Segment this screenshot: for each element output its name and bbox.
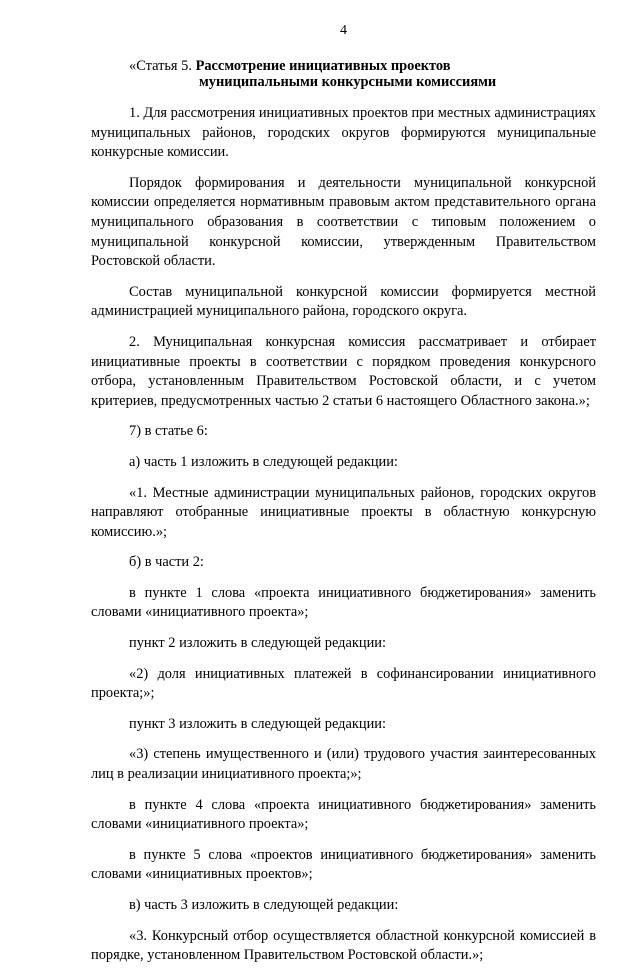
paragraph-3: Состав муниципальной конкурсной комиссии формируется местной администрацией муниципального района, городского округа. — [91, 283, 596, 320]
paragraph-2: Порядок формирования и деятельности муниципальной конкурсной комиссии определяется нормативным правовым актом представительного органа муниципального образования в соответствии с типовым положением о муниципальной конкурсной комиссии, утвержденным Правительством Ростовской области. — [91, 174, 596, 270]
article-heading — [91, 58, 596, 90]
document-page — [91, 22, 596, 977]
paragraph-16: в) часть 3 изложить в следующей редакции: — [129, 897, 399, 913]
article-title-line-2: муниципальными конкурсными комиссиями — [199, 74, 497, 90]
paragraph-7: «1. Местные администрации муниципальных районов, городских округов направляют отобранные инициативные проекты в областную конкурсную комиссию.»; — [91, 484, 596, 540]
paragraph-10: пункт 2 изложить в следующей редакции: — [129, 635, 386, 652]
article-prefix: «Статья 5. — [129, 58, 192, 74]
paragraph-13: «3) степень имущественного и (или) трудового участия заинтересованных лиц в реализации инициативного проекта;»; — [91, 746, 596, 783]
paragraph-17: «3. Конкурсный отбор осуществляется областной конкурсной комиссией в порядке, установленном Правительством Ростовской области.»; — [91, 927, 596, 964]
article-title-line-1: Рассмотрение инициативных проектов — [195, 58, 451, 74]
paragraph-11: «2) доля инициативных платежей в софинансировании инициативного проекта;»; — [91, 665, 596, 702]
article-heading-line-1 — [129, 58, 596, 74]
paragraph-12: пункт 3 изложить в следующей редакции: — [129, 715, 386, 732]
paragraph-1: 1. Для рассмотрения инициативных проектов при местных администрациях муниципальных районов, городских округов формируются муниципальные конкурсные комиссии. — [91, 105, 596, 161]
paragraph-5: 7) в статье 6: — [129, 423, 208, 440]
paragraph-9: в пункте 1 слова «проекта инициативного бюджетирования» заменить словами «инициативного проекта»; — [91, 584, 596, 621]
paragraph-6: а) часть 1 изложить в следующей редакции: — [129, 453, 398, 470]
paragraph-4: 2. Муниципальная конкурсная комиссия рассматривает и отбирает инициативные проекты в соответствии с порядком проведения конкурсного отбора, установленным Правительством Ростовской области, и с учетом критериев, предусмотренных частью 2 статьи 6 настоящего Областного закона.»; — [91, 333, 596, 409]
paragraph-15: в пункте 5 слова «проектов инициативного бюджетирования» заменить словами «инициативных проектов»; — [91, 846, 596, 883]
paragraph-14: в пункте 4 слова «проекта инициативного бюджетирования» заменить словами «инициативного проекта»; — [91, 796, 596, 833]
article-heading-line-2 — [129, 74, 596, 90]
page-number: 4 — [340, 23, 347, 38]
paragraph-8: б) в части 2: — [129, 554, 204, 571]
